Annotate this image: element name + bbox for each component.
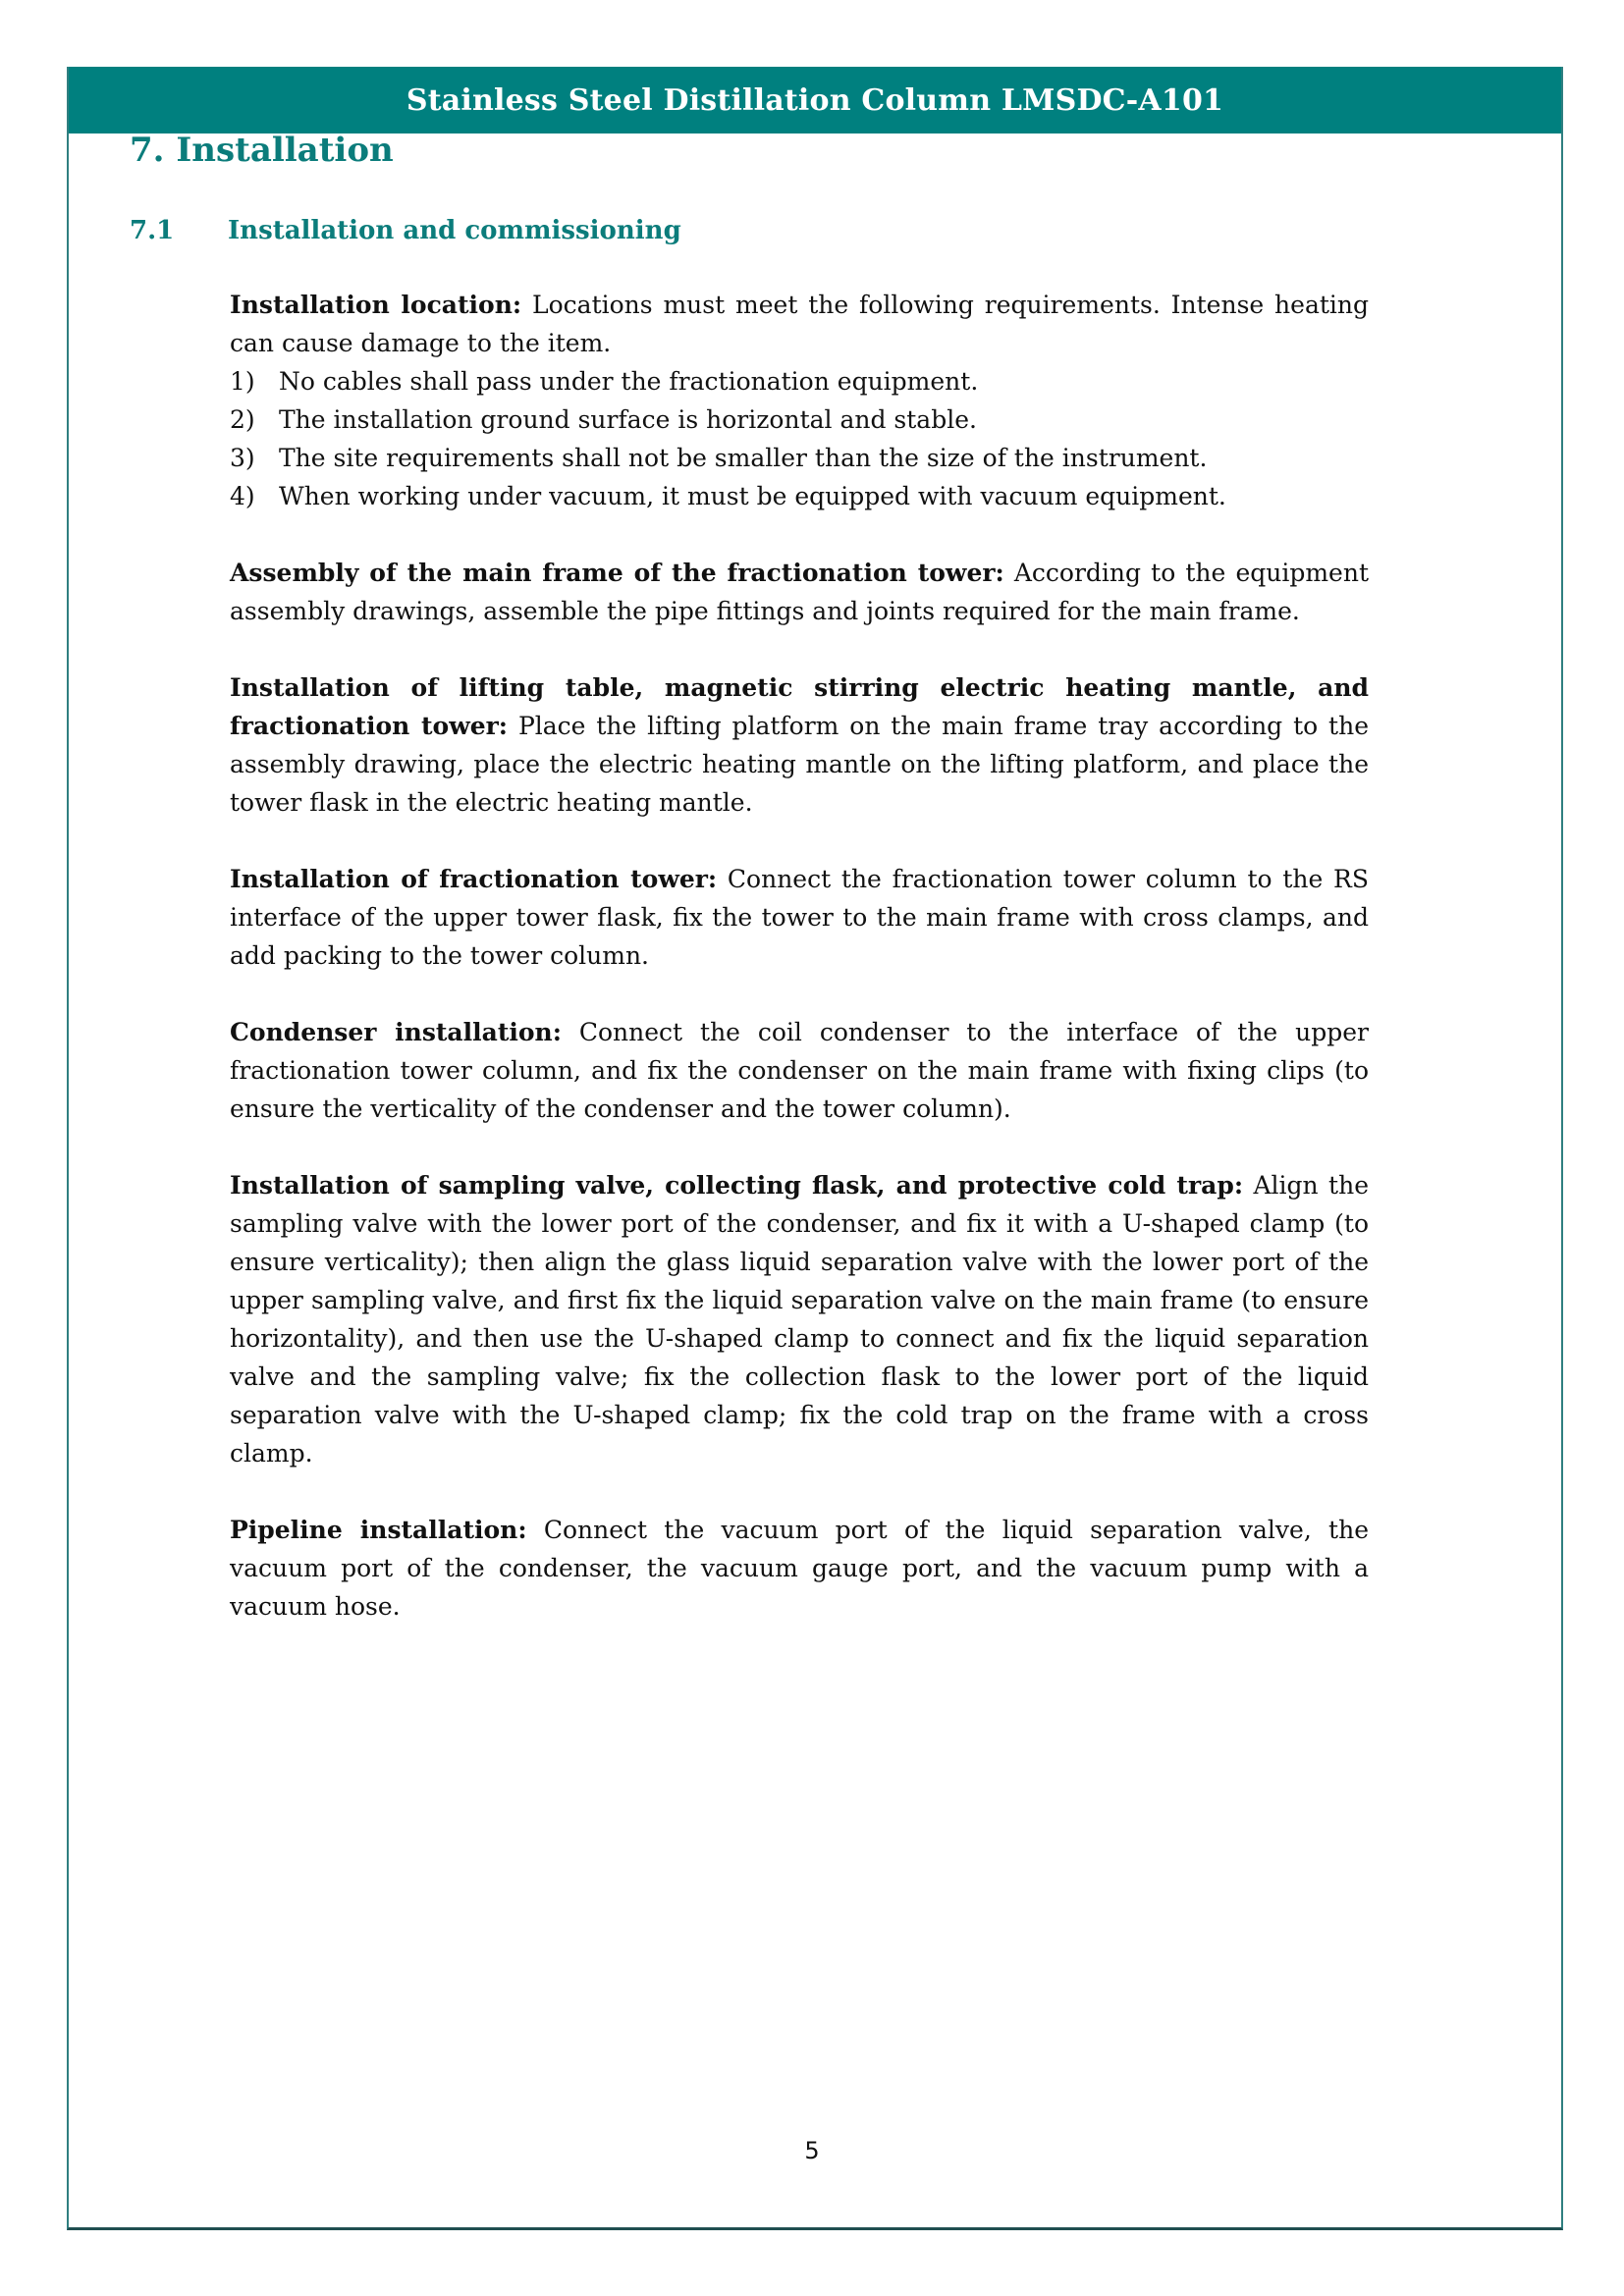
list-item-index: 4) [230,482,255,510]
document-header [69,67,1561,133]
subsection-heading [130,216,681,245]
paragraph-condenser-installation [230,1013,1369,1128]
list-item-text: No cables shall pass under the fractionation equipment. [279,367,979,396]
list-item [230,400,1369,439]
requirements-list [230,362,1369,515]
list-item [230,439,1369,477]
paragraph-lead: Assembly of the main frame of the fractionation tower: [230,559,1004,587]
paragraph-text: Connect the vacuum port of the liquid separation valve, the vacuum port of the condenser, the vacuum gauge port, and the vacuum pump with a vacuum hose. [230,1516,1369,1621]
list-item-text: When working under vacuum, it must be equipped with vacuum equipment. [279,482,1226,510]
section-heading [130,131,394,170]
list-item-text: The site requirements shall not be smaller than the size of the instrument. [279,444,1208,472]
subsection-number: 7.1 [130,216,175,245]
paragraph-text: Align the sampling valve with the lower port of the condenser, and fix it with a U-shaped clamp (to ensure verticality); then align the glass liquid separation valve with the lower port of the upper sampling valve, and first fix the liquid separation valve on the main frame (to ensure horizontality), and then use the U-shaped clamp to connect and fix the liquid separation valve and the sampling valve; fix the collection flask to the lower port of the liquid separation valve with the U-shaped clamp; fix the cold trap on the frame with a cross clamp. [230,1171,1369,1468]
list-item [230,477,1369,515]
paragraph-lead: Pipeline installation: [230,1516,527,1544]
page-number: 5 [804,2137,820,2164]
paragraph-text: Connect the fractionation tower column to the RS interface of the upper tower flask, fix the tower to the main frame with cross clamps, and add packing to the tower column. [230,865,1369,970]
paragraph-text: According to the equipment assembly drawings, assemble the pipe fittings and joints required for the main frame. [230,559,1369,625]
paragraph-text: Place the lifting platform on the main frame tray according to the assembly drawing, place the electric heating mantle on the lifting platform, and place the tower flask in the electric heating mantle. [230,712,1369,817]
paragraph-lead: Condenser installation: [230,1018,562,1046]
list-item-text: The installation ground surface is horizontal and stable. [279,405,977,434]
paragraph-main-frame-assembly [230,554,1369,630]
paragraph-fractionation-tower-installation [230,860,1369,975]
subsection-title: Installation and commissioning [228,216,681,245]
paragraph-sampling-valve-installation [230,1166,1369,1472]
paragraph-lead: Installation location: [230,291,522,319]
document-title: Stainless Steel Distillation Column LMSDC-A101 [406,82,1224,118]
document-body [230,286,1369,1664]
paragraph-pipeline-installation [230,1511,1369,1626]
list-item [230,362,1369,400]
section-title: Installation [176,131,394,170]
section-number: 7. [130,131,165,170]
paragraph-lifting-table-installation [230,668,1369,822]
paragraph-lead: Installation of fractionation tower: [230,865,718,893]
list-item-index: 2) [230,405,255,434]
paragraph-text: Locations must meet the following requirements. Intense heating can cause damage to the item. [230,291,1370,357]
paragraph-installation-location [230,286,1369,362]
list-item-index: 3) [230,444,255,472]
paragraph-lead: Installation of lifting table, magnetic stirring electric heating mantle, and fractionation tower: [230,673,1369,740]
paragraph-lead: Installation of sampling valve, collecting flask, and protective cold trap: [230,1171,1244,1200]
paragraph-text: Connect the coil condenser to the interface of the upper fractionation tower column, and fix the condenser on the main frame with fixing clips (to ensure the verticality of the condenser and the tower column). [230,1018,1369,1123]
list-item-index: 1) [230,367,255,396]
